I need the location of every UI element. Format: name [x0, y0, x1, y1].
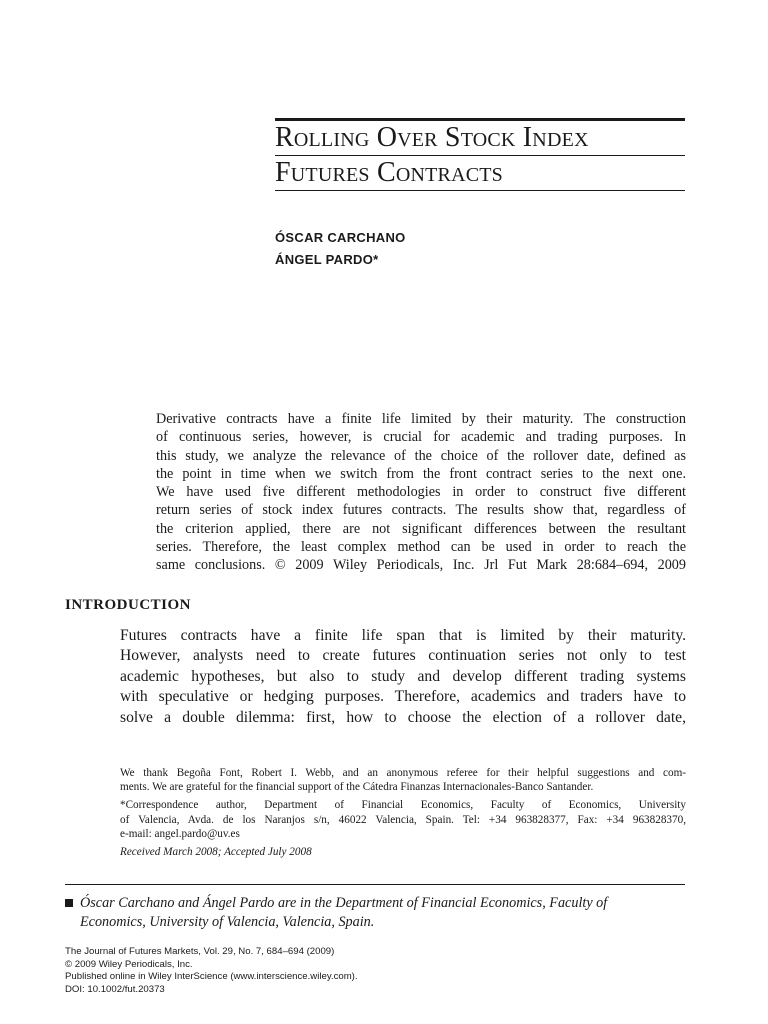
introduction-paragraph	[120, 626, 686, 728]
affiliation-line: Óscar Carchano and Ángel Pardo are in the Department of Financial Economics, Faculty of	[80, 895, 608, 911]
journal-info	[65, 946, 358, 996]
footnotes	[120, 766, 686, 863]
note-line: ments. We are grateful for the financial support of the Cátedra Finanzas Internacionales-Banco Santander.	[120, 781, 594, 794]
section-heading: INTRODUCTION	[65, 597, 192, 613]
author-list	[275, 227, 406, 271]
publication-line: Published online in Wiley InterScience (www.interscience.wiley.com).	[65, 971, 358, 983]
body-line: Futures contracts have a finite life span that is limited by their maturity.	[120, 627, 686, 644]
abstract-line: of continuous series, however, is crucial for academic and trading purposes. In	[156, 429, 686, 446]
article-title	[275, 118, 685, 191]
note-line: e-mail: angel.pardo@uv.es	[120, 827, 240, 840]
author-name: ÁNGEL PARDO*	[275, 252, 379, 267]
body-line: solve a double dilemma: first, how to choose the election of a rollover date,	[120, 708, 686, 726]
doi-line: DOI: 10.1002/fut.20373	[65, 983, 165, 995]
body-line: However, analysts need to create futures continuation series not only to test	[120, 647, 686, 665]
abstract-line: Derivative contracts have a finite life limited by their maturity. The construction	[156, 411, 686, 427]
journal-citation: The Journal of Futures Markets, Vol. 29, No. 7, 684–694 (2009)	[65, 946, 335, 957]
body-line: academic hypotheses, but also to study and develop different trading systems	[120, 667, 686, 685]
body-line: with speculative or hedging purposes. Therefore, academics and traders have to	[120, 688, 686, 706]
abstract-line: We have used five different methodologies in order to construct five different	[156, 484, 686, 501]
abstract-line: this study, we analyze the relevance of the choice of the rollover date, defined as	[156, 447, 686, 464]
abstract-line: same conclusions. © 2009 Wiley Periodicals, Inc. Jrl Fut Mark 28:684–694, 2009	[156, 557, 686, 574]
note-line: of Valencia, Avda. de los Naranjos s/n, 46022 Valencia, Spain. Tel: +34 963828377, Fax: +34 963828370,	[120, 813, 686, 826]
affiliation-line: Economics, University of Valencia, Valencia, Spain.	[80, 913, 375, 930]
abstract-line: the criterion applied, there are not significant differences between the resultant	[156, 520, 686, 537]
title-bottom-rule	[275, 190, 685, 191]
author-name: ÓSCAR CARCHANO	[275, 230, 406, 245]
author-affiliation	[65, 894, 685, 931]
copyright-line: © 2009 Wiley Periodicals, Inc.	[65, 958, 193, 970]
footer-divider	[65, 884, 685, 885]
square-bullet-icon	[65, 899, 73, 907]
abstract-line: return series of stock index futures contracts. The results show that, regardless of	[156, 502, 686, 519]
received-dates: Received March 2008; Accepted July 2008	[120, 846, 312, 859]
correspondence-note	[120, 798, 686, 841]
abstract-line: the point in time when we switch from the front contract series to the next one.	[156, 465, 686, 482]
title-line-2: Futures Contracts	[275, 157, 503, 188]
abstract-line: series. Therefore, the least complex method can be used in order to reach the	[156, 539, 686, 556]
acknowledgement-note	[120, 766, 686, 794]
note-line: We thank Begoña Font, Robert I. Webb, and an anonymous referee for their helpful suggestions and com-	[120, 767, 686, 779]
abstract	[156, 410, 686, 575]
title-line-1: Rolling Over Stock Index	[275, 122, 589, 153]
note-line: *Correspondence author, Department of Financial Economics, Faculty of Economics, University	[120, 799, 686, 812]
